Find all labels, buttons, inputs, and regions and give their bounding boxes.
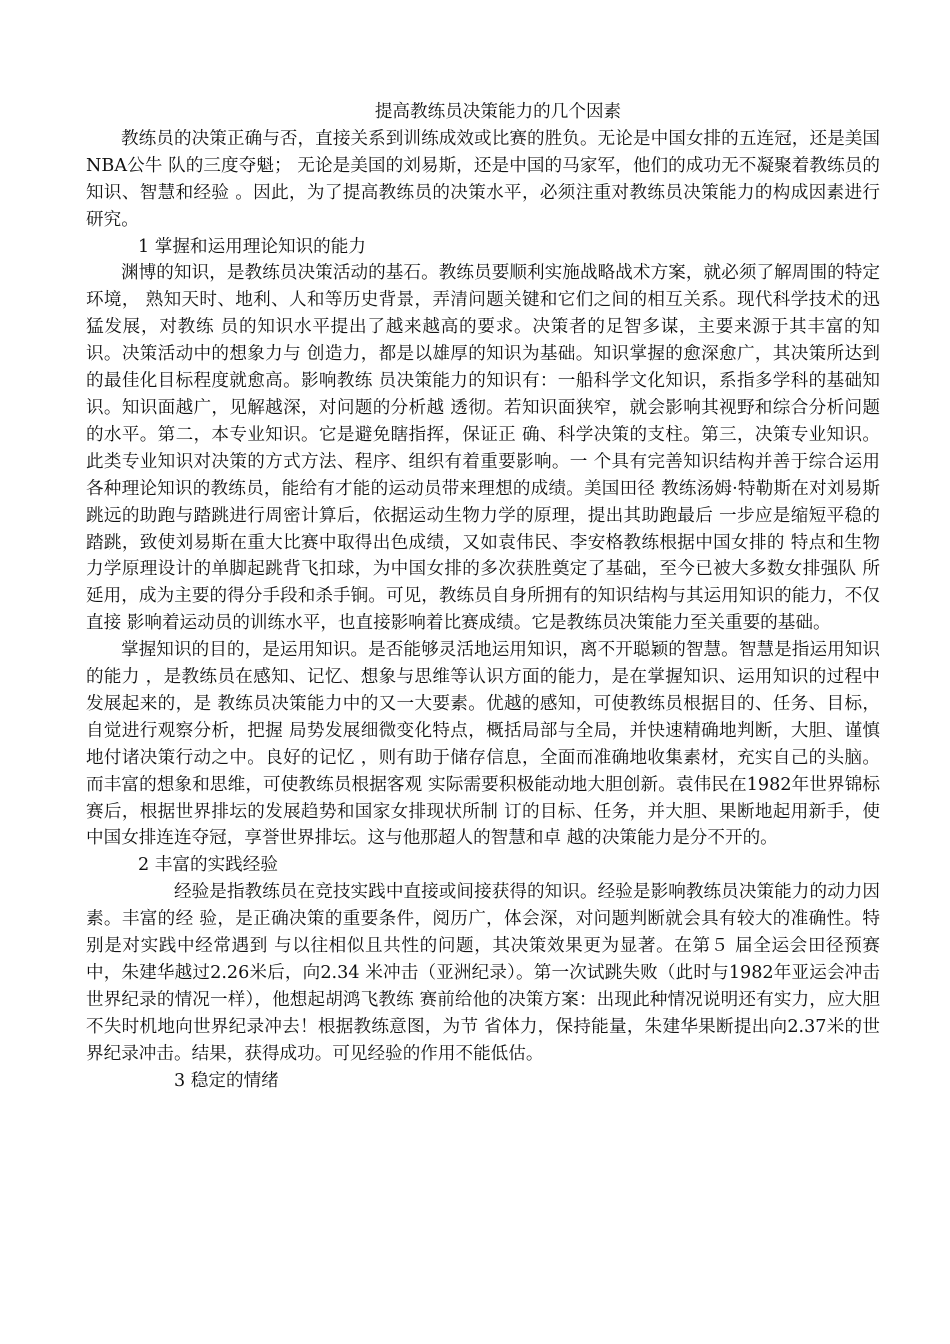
document-title: 提高教练员决策能力的几个因素 bbox=[374, 102, 622, 122]
section-3-heading: 3 稳定的情绪 bbox=[174, 1070, 279, 1091]
intro-paragraph: 教练员的决策正确与否，直接关系到训练成效或比赛的胜负。无论是中国女排的五连冠，还是美国NBA公牛 队的三度夺魁； 无论是美国的刘易斯，还是中国的马家军，他们的成功无不凝聚着教练员的知识、智慧和经验 。因此，为了提高教练员的决策水平，必须注重对教练员决策能力的构成因素进行研究。 bbox=[86, 128, 880, 230]
section-1-heading: 1 掌握和运用理论知识的能力 bbox=[138, 236, 366, 257]
section-2-heading: 2 丰富的实践经验 bbox=[138, 855, 278, 876]
document-page bbox=[86, 99, 880, 1095]
section-1-paragraph-1: 渊博的知识，是教练员决策活动的基石。教练员要顺利实施战略战术方案，就必须了解周围的特定环境， 熟知天时、地利、人和等历史背景，弄清问题关键和它们之间的相互关系。现代科学技术的迅猛发展，对教练 员的知识水平提出了越来越高的要求。决策者的足智多谋，主要来源于其丰富的知识。决策活动中的想象力与 创造力，都是以雄厚的知识为基础。知识掌握的愈深愈广，其决策所达到的最佳化目标程度就愈高。影响教练 员决策能力的知识有：一船科学文化知识，系指多学科的基础知识。知识面越广，见解越深，对问题的分析越 透彻。若知识面狭窄，就会影响其视野和综合分析问题的水平。第二，本专业知识。它是避免瞎指挥，保证正 确、科学决策的支柱。第三，决策专业知识。此类专业知识对决策的方式方法、程序、组织有着重要影响。一 个具有完善知识结构并善于综合运用各种理论知识的教练员，能给有才能的运动员带来理想的成绩。美国田径 教练汤姆·特勒斯在对刘易斯跳远的助跑与踏跳进行周密计算后，依据运动生物力学的原理，提出其助跑最后 一步应是缩短平稳的踏跳，致使刘易斯在重大比赛中取得出色成绩，又如袁伟民、李安格教练根据中国女排的 特点和生物力学原理设计的单脚起跳背飞扣球，为中国女排的多次获胜奠定了基础，至今已被大多数女排强队 所延用，成为主要的得分手段和杀手锏。可见，教练员自身所拥有的知识结构与其运用知识的能力，不仅直接 影响着运动员的训练水平，也直接影响着比赛成绩。它是教练员决策能力至关重要的基础。 bbox=[86, 263, 880, 634]
section-1-paragraph-2: 掌握知识的目的，是运用知识。是否能够灵活地运用知识，离不开聪颖的智慧。智慧是指运用知识的能力 ，是教练员在感知、记忆、想象与思维等认识方面的能力，是在掌握知识、运用知识的过程中发展起来的，是 教练员决策能力中的又一大要素。优越的感知，可使教练员根据目的、任务、目标，自觉进行观察分析，把握 局势发展细微变化特点，概括局部与全局，并快速精确地判断，大胆、谨慎地付诸决策行动之中。良好的记忆 ，则有助于储存信息，全面而准确地收集素材，充实自己的头脑。而丰富的想象和思维，可使教练员根据客观 实际需要积极能动地大胆创新。袁伟民在1982年世界锦标赛后，根据世界排坛的发展趋势和国家女排现状所制 订的目标、任务，并大胆、果断地起用新手，使中国女排连连夺冠，享誉世界排坛。这与他那超人的智慧和卓 越的决策能力是分不开的。 bbox=[86, 640, 880, 849]
section-2-paragraph-1: 经验是指教练员在竞技实践中直接或间接获得的知识。经验是影响教练员决策能力的动力因素。丰富的经 验，是正确决策的重要条件，阅历广，体会深，对问题判断就会具有较大的准确性。特别是对实践中经常遇到 与以往相似且共性的问题，其决策效果更为显著。在第５ 届全运会田径预赛中，朱建华越过2.26米后，向2.34 米冲击（亚洲纪录）。第一次试跳失败（此时与1982年亚运会冲击世界纪录的情况一样），他想起胡鸿飞教练 赛前给他的决策方案：出现此种情况说明还有实力，应大胆不失时机地向世界纪录冲去！根据教练意图，为节 省体力，保持能量，朱建华果断提出向2.37米的世界纪录冲击。结果，获得成功。可见经验的作用不能低估。 bbox=[86, 882, 880, 1064]
